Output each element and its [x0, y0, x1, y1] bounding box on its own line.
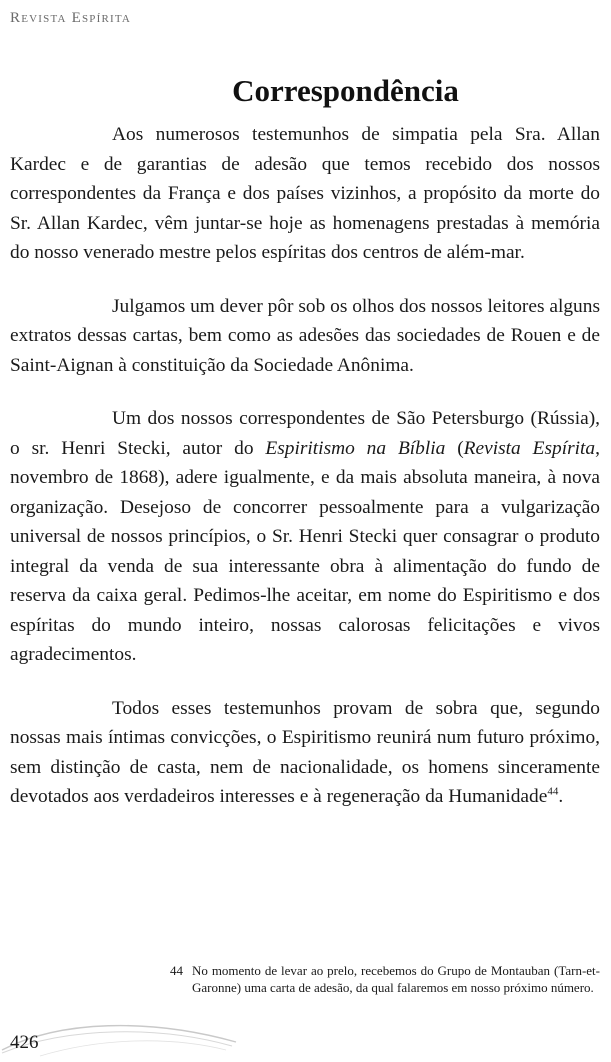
paragraph-2: Julgamos um dever pôr sob os olhos dos nossos leitores alguns extratos dessas cartas, bem como as adesões das sociedades de Rouen e de Saint-Aignan à constituição da Sociedade Anônima.: [10, 295, 600, 376]
paragraph-3: [10, 404, 600, 670]
paragraph-4-text: Todos esses testemunhos provam de sobra que, segundo nossas mais íntimas convicções, o Espiritismo reunirá num futuro próximo, sem distinção de casta, nem de nacionalidade, os homens sinceramente devotados aos verdadeiros interesses e à regeneração da Humanidade: [10, 697, 600, 807]
footnote: [170, 962, 600, 996]
paragraph-3-part-1: Um dos nossos correspondentes de São Petersburgo (Rússia), o sr. Henri Stecki, autor do: [10, 408, 600, 459]
paragraph-1: Aos numerosos testemunhos de simpatia pela Sra. Allan Kardec e de garantias de adesão que temos recebido dos nossos correspondentes da França e dos países vizinhos, a propósito da morte do Sr. Allan Kardec, vêm juntar-se hoje as homenagens prestadas à memória do nosso venerado mestre pelos espíritas dos centros de além-mar.: [10, 124, 600, 263]
paragraph-3-part-2: (: [445, 437, 464, 459]
footnote-text: No momento de levar ao prelo, recebemos do Grupo de Montauban (Tarn-et-Garonne) uma carta de adesão, da qual falaremos em nosso próximo número.: [192, 963, 600, 995]
chapter-title: Correspondência: [232, 72, 459, 108]
footnote-number: 44: [170, 963, 183, 978]
journal-title-italic: Revista Espírita: [463, 437, 596, 459]
footnote-reference[interactable]: 44: [547, 785, 559, 798]
paragraph-3-part-3: , novembro de 1868), adere igualmente, e da mais absoluta maneira, à nova organização. Desejoso de concorrer pessoalmente para a vulgarização universal de nossos princípios, o Sr. Henri Stecki quer consagrar o produto integral da venda de sua interessante obra à alimentação do fundo de reserva da caixa geral. Pedimos-lhe aceitar, em nome do Espiritismo e dos espíritas do mundo inteiro, nossas calorosas felicitações e vivos agradecimentos.: [10, 437, 600, 665]
article-body: [10, 120, 600, 812]
paragraph-4-end: .: [558, 786, 564, 807]
book-title-italic: Espiritismo na Bíblia: [265, 437, 446, 459]
paragraph-4: [10, 694, 600, 812]
page-number: 426: [10, 1032, 39, 1053]
running-head: Revista Espírita: [10, 10, 132, 26]
